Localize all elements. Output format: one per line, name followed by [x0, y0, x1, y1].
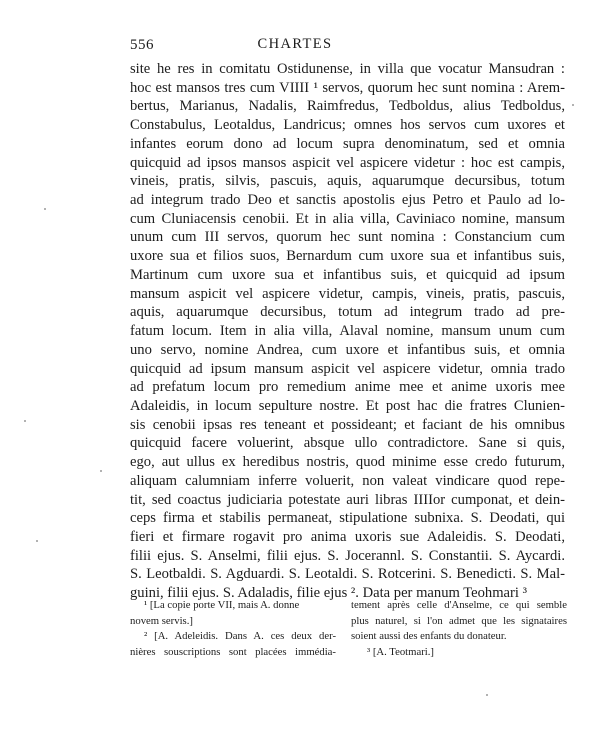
text-line: tit, sed coactus judiciaria potestate auri libras IIIIor cumponat, et dein- [130, 491, 565, 508]
footnote-2-continued: soient aussi des enfants du donateur. [351, 630, 507, 643]
text-line: guini, filii ejus. S. Adaladis, filie ejus ². Data per manum Teohmari ³ [130, 585, 527, 602]
text-line: quicquid ad ipsum mansum aspicit vel aspicere videtur, omnia trado [130, 360, 565, 377]
footnote-2-continued: plus naturel, si l'on admet que les signataires [351, 614, 567, 627]
text-line: quicquid ad ipsos mansos aspicit vel aspicere videtur : hoc est campis, [130, 154, 565, 171]
footnotes-right-column [351, 598, 567, 660]
text-line: infantes eorum dono ad locum supra denominatum, sed et omnia [130, 135, 565, 152]
text-line: Adaleidis, in locum sepulture nostre. Et post hac die fratres Clunien- [130, 397, 565, 414]
footnote-2-continued: nières souscriptions sont placées immédia- [130, 645, 336, 658]
text-line: ceps firma et stabilis permaneat, stipulatione subnixa. S. Deodati, qui [130, 510, 565, 527]
text-line: unum cum III servos, quorum hec sunt nomina : Constancium cum [130, 229, 565, 246]
footnote-1-continued: novem servis.] [130, 614, 193, 627]
scan-speck [44, 208, 46, 210]
text-line: mansum aspicit vel aspicere videtur, campis, vineis, pratis, pascuis, [130, 285, 565, 302]
charter-text [130, 60, 565, 603]
footnote-2-continued: tement après celle d'Anselme, ce qui semble [351, 599, 567, 611]
text-line: S. Leotbaldi. S. Agduardi. S. Leotaldi. S. Rotcerini. S. Benedicti. S. Mal- [130, 566, 565, 583]
scan-speck [24, 420, 26, 422]
text-line: fatum locum. Item in alia villa, Alaval nomine, mansum unum cum [130, 323, 565, 340]
text-line: filii ejus. S. Anselmi, filii ejus. S. Jocerannl. S. Constantii. S. Aycardi. [130, 547, 565, 564]
footnote-3: ³ [A. Teotmari.] [367, 645, 434, 658]
text-line: ad integrum trado Deo et sanctis apostolis ejus Petro et Paulo ad lo- [130, 192, 565, 209]
text-line: Martinum cum uxore sua et infantibus suis, et quicquid ad ipsum [130, 266, 565, 283]
text-line: cum Cluniacensis cenobii. Et in alia villa, Caviniaco nomine, mansum [130, 210, 565, 227]
text-line: quicquid facere voluerint, absque ullo contradictore. Sane si quis, [130, 435, 565, 452]
page-number: 556 [130, 37, 154, 53]
text-line: uxore sua et filios suos, Bernardum cum uxore sua et infantibus suis, [130, 248, 565, 265]
text-line: vineis, pratis, silvis, pascuis, aquis, aquarumque decursibus, totum [130, 173, 565, 190]
scan-speck [100, 470, 102, 472]
footnotes-left-column [130, 598, 336, 660]
scan-speck [36, 540, 38, 542]
text-line: sis cenobii ipsas res teneant et possideant; et faciant de his omnibus [130, 416, 565, 433]
text-line: uno servo, nomine Andrea, cum uxore et infantibus suis, et omnia [130, 341, 565, 358]
text-line: hoc est mansos tres cum VIIII ¹ servos, quorum hec sunt nomina : Arem- [130, 79, 565, 96]
text-line: Constabulus, Leotaldus, Landricus; omnes hos servos cum uxores et [130, 117, 565, 134]
text-line: ego, aut ullus ex heredibus nostris, quod minime esse credo futurum, [130, 454, 565, 471]
footnote-1: ¹ [La copie porte VII, mais A. donne [144, 599, 300, 611]
running-title: CHARTES [257, 36, 333, 52]
scan-speck [572, 104, 574, 106]
text-line: aliquam calumniam inferre voluerit, non valeat vindicare quod repe- [130, 472, 565, 489]
text-line: aquis, aquarumque decursibus, totum ad integrum trado ad pre- [130, 304, 565, 321]
text-line: bertus, Marianus, Nadalis, Raimfredus, Tedboldus, alius Tedboldus, [130, 98, 565, 115]
text-line: site he res in comitatu Ostidunense, in villa que vocatur Mansudran : [130, 61, 565, 77]
text-line: fieri et firmare rogavit pro anima uxoris sue Adaleidis. S. Deodati, [130, 528, 565, 545]
text-line: ad prefatum locum pro remedium anime mee et anime uxoris mee [130, 379, 565, 396]
footnote-2: ² [A. Adeleidis. Dans A. ces deux der- [144, 630, 336, 643]
scan-speck [486, 694, 488, 696]
